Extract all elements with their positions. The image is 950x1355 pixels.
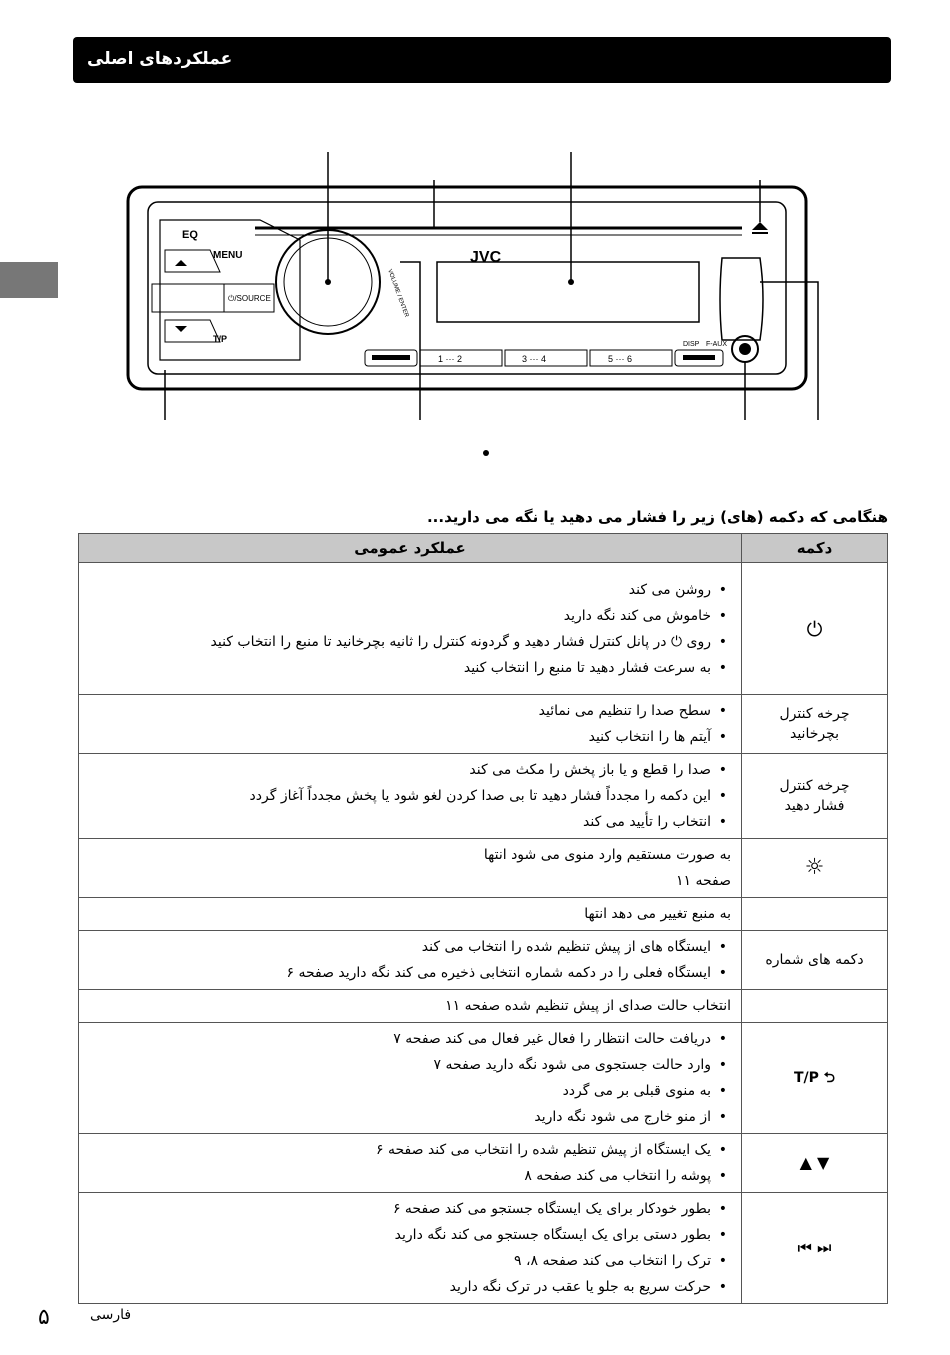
- list-item: • سطح صدا را تنظیم می نمائید: [85, 698, 731, 724]
- tp-label: T/P: [213, 334, 228, 344]
- list-item: • بطور خودکار برای یک ایستگاه جستجو می کند صفحه ۶: [85, 1196, 731, 1222]
- table-row: [79, 754, 888, 839]
- car-stereo-diagram: [0, 0, 950, 440]
- list-item: • بطور دستی برای یک ایستگاه جستجو می کند نگه دارید: [85, 1222, 731, 1248]
- eq-label: EQ: [182, 229, 198, 241]
- list-item: • از منو خارج می شود نگه دارید: [85, 1104, 731, 1130]
- row-text: صفحه ۱۱: [675, 873, 731, 889]
- bullet-dot: [483, 450, 489, 456]
- list-item: • ایستگاه های از پیش تنظیم شده را انتخاب می کند: [85, 934, 731, 960]
- brand-logo: JVC: [470, 249, 502, 266]
- table-row: [79, 990, 888, 1023]
- row-key-empty: [742, 990, 888, 1023]
- preset-3-4-label: 3 ··· 4: [522, 354, 547, 364]
- list-item: • خاموش می کند نگه دارید: [85, 603, 731, 629]
- list-item: • پوشه را انتخاب می کند صفحه ۸: [85, 1163, 731, 1189]
- list-item: • آیتم ها را انتخاب کنید: [85, 724, 731, 750]
- list-item: • دریافت حالت انتظار را فعال غیر فعال می کند صفحه ۷: [85, 1026, 731, 1052]
- volume-label: VOLUME / ENTER: [386, 268, 410, 319]
- table-row: [79, 931, 888, 990]
- section-title: عملکردهای اصلی: [87, 49, 233, 69]
- row-text: به صورت مستقیم وارد منوی می شود انتها: [483, 847, 731, 863]
- list-item: • روی ⏻ در پانل کنترل فشار دهید و گردونه کنترل را ثانیه بچرخانید تا منبع را انتخاب کنید: [85, 629, 731, 655]
- row-key-empty: [742, 898, 888, 931]
- table-row: [79, 1134, 888, 1193]
- table-row: [79, 1193, 888, 1304]
- skip-buttons-icon: ⏮ ⏭: [742, 1193, 888, 1304]
- control-dial-press: چرخه کنترل فشار دهید: [742, 754, 888, 839]
- number-buttons: دکمه های شماره: [742, 931, 888, 990]
- list-item: • صدا را قطع و یا باز پخش را مکث می کند: [85, 757, 731, 783]
- list-item: • یک ایستگاه از پیش تنظیم شده را انتخاب می کند صفحه ۶: [85, 1137, 731, 1163]
- column-header-button: دکمه: [742, 534, 888, 563]
- list-item: • روشن می کند: [85, 577, 731, 603]
- list-item: • به منوی قبلی بر می گردد: [85, 1078, 731, 1104]
- preset-1-2-label: 1 ··· 2: [438, 354, 463, 364]
- table-header-row: [79, 534, 888, 563]
- table-row: [79, 898, 888, 931]
- source-label: ⏻/SOURCE: [228, 294, 271, 303]
- disp-label: DISP: [683, 341, 700, 348]
- preset-5-6-label: 5 ··· 6: [608, 354, 633, 364]
- table-row: [79, 839, 888, 898]
- list-item: • حرکت سریع به جلو یا عقب در ترک نگه دارید: [85, 1274, 731, 1300]
- brightness-icon: ☼: [742, 839, 888, 898]
- row-text: انتخاب حالت صدای از پیش تنظیم شده صفحه ۱۱: [445, 998, 731, 1014]
- list-item: • ایستگاه فعلی را در دکمه شماره انتخابی ذخیره می کند نگه دارید صفحه ۶: [85, 960, 731, 986]
- faux-label: F-AUX: [706, 341, 727, 348]
- language-label: فارسی: [90, 1307, 132, 1323]
- power-button-symbol: ⏻: [742, 563, 888, 695]
- table-row: [79, 695, 888, 754]
- page-number: ۵: [38, 1305, 50, 1330]
- table-row: [79, 1023, 888, 1134]
- menu-label: MENU: [213, 250, 243, 261]
- tp-back-button: T/P ⮌: [742, 1023, 888, 1134]
- controls-table: [78, 533, 888, 1304]
- list-item: • به سرعت فشار دهید تا منبع را انتخاب کنید: [85, 655, 731, 681]
- up-down-arrows-icon: ▲ ▼: [742, 1134, 888, 1193]
- list-item: • وارد حالت جستجوی می شود نگه دارید صفحه ۷: [85, 1052, 731, 1078]
- column-header-function: عملکرد عمومی: [79, 534, 742, 563]
- row-text: به منبع تغییر می دهد انتها: [584, 906, 731, 922]
- table-row: [79, 563, 888, 695]
- list-item: • ترک را انتخاب می کند صفحه ۸، ۹: [85, 1248, 731, 1274]
- list-item: • این دکمه را مجدداً فشار دهید تا بی صدا کردن لغو شود یا پخش مجدداً آغاز گردد: [85, 783, 731, 809]
- control-dial-turn: چرخه کنترل بچرخانید: [742, 695, 888, 754]
- section-heading: هنگامی که دکمه (های) زیر را فشار می دهید یا نگه می دارید...: [426, 508, 888, 526]
- list-item: • انتخاب را تأیید می کند: [85, 809, 731, 835]
